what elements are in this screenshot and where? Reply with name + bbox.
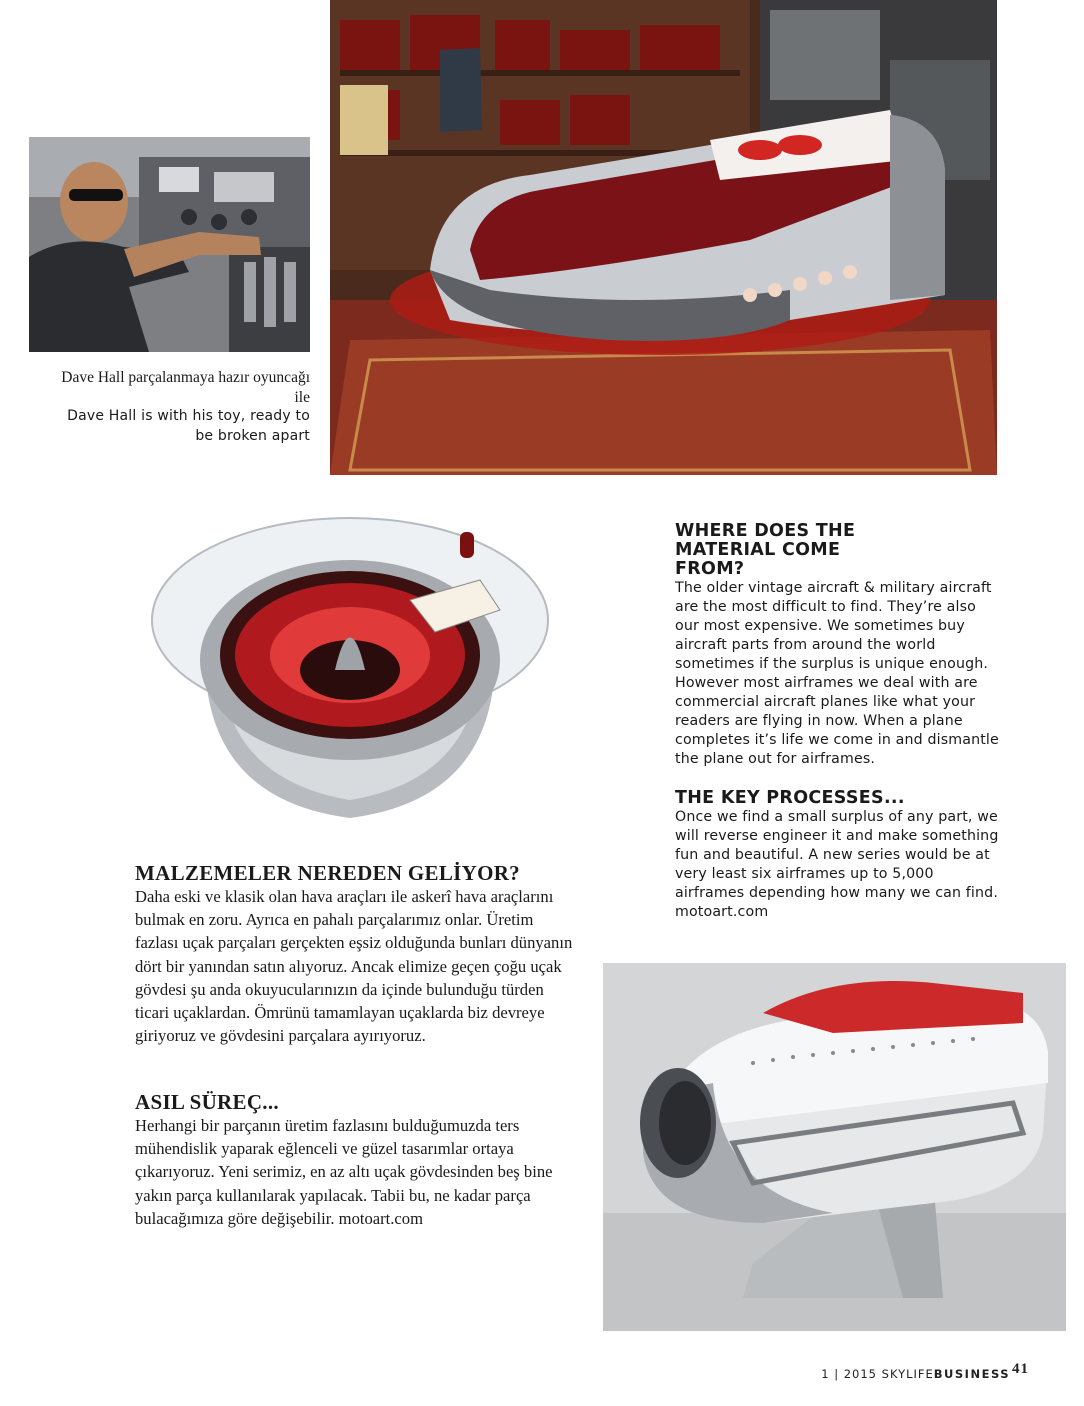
turkish-section-material [135, 861, 575, 1047]
airplane-bed-photo [330, 0, 997, 475]
english-section-processes [675, 789, 1015, 922]
jet-engine-table-photo [150, 500, 555, 830]
caption-turkish: Dave Hall parçalanmaya hazır oyuncağı ile [61, 369, 310, 406]
fuselage-chair-photo [603, 963, 1066, 1331]
heading-asil-surec: ASIL SÜREÇ... [135, 1090, 279, 1114]
footer-issue: 1 | 2015 [821, 1367, 877, 1381]
english-section-material [675, 522, 1015, 769]
dave-hall-cockpit-photo [29, 137, 310, 352]
caption-english: Dave Hall is with his toy, ready to be broken apart [67, 408, 310, 444]
photo-caption [60, 368, 310, 446]
footer-brand-light: SKYLIFE [881, 1367, 934, 1381]
paragraph-malzemeler: Daha eski ve klasik olan hava araçları ile askerî hava araçlarını bulmak en zoru. Ayrıca en pahalı parçalarımız onlar. Üretim fazlası uçak parçaları gerçekten eşsiz olduğunda bunları dünyanın dört bir yanından satın alıyoruz. Ancak elimize geçen çoğu uçak gövdesi şu anda okuyucularınızın da içinde bulunduğu türden ticari uçaklardan. Ömrünü tamamlayan uçaklarda biz devreye giriyoruz ve gövdesini parçalara ayırıyoruz. [135, 887, 573, 1046]
paragraph-asil-surec: Herhangi bir parçanın üretim fazlasını bulduğumuzda ters mühendislik yaparak eğlenceli ve güzel tasarımlar ortaya çıkarıyoruz. Yeni serimiz, en az altı uçak gövdesinden beş bine yakın parça kullanılarak yapılacak. Tabii bu, ne kadar parça bulacağımıza göre değişebilir. motoart.com [135, 1116, 553, 1228]
page-number: 41 [1012, 1361, 1029, 1377]
paragraph-where-material: The older vintage aircraft & military aircraft are the most difficult to find. They’re also our most expensive. We sometimes buy aircraft parts from around the world sometimes if the surplus is unique enough. However most airframes we deal with are commercial aircraft planes like what your readers are flying in now. When a plane completes it’s life we come in and dismantle the plane out for airframes. [675, 580, 999, 767]
footer-brand-bold: BUSINESS [933, 1367, 1010, 1381]
turkish-section-process [135, 1090, 575, 1230]
heading-malzemeler: MALZEMELER NEREDEN GELİYOR? [135, 861, 520, 885]
heading-key-processes: THE KEY PROCESSES... [675, 788, 905, 808]
heading-where-material: WHERE DOES THE MATERIAL COME FROM? [675, 521, 856, 579]
paragraph-key-processes: Once we find a small surplus of any part, we will reverse engineer it and make something fun and beautiful. A new series would be at very least six airframes up to 5,000 airframes depending how many we can find. motoart.com [675, 809, 999, 920]
page-footer [821, 1361, 1029, 1383]
